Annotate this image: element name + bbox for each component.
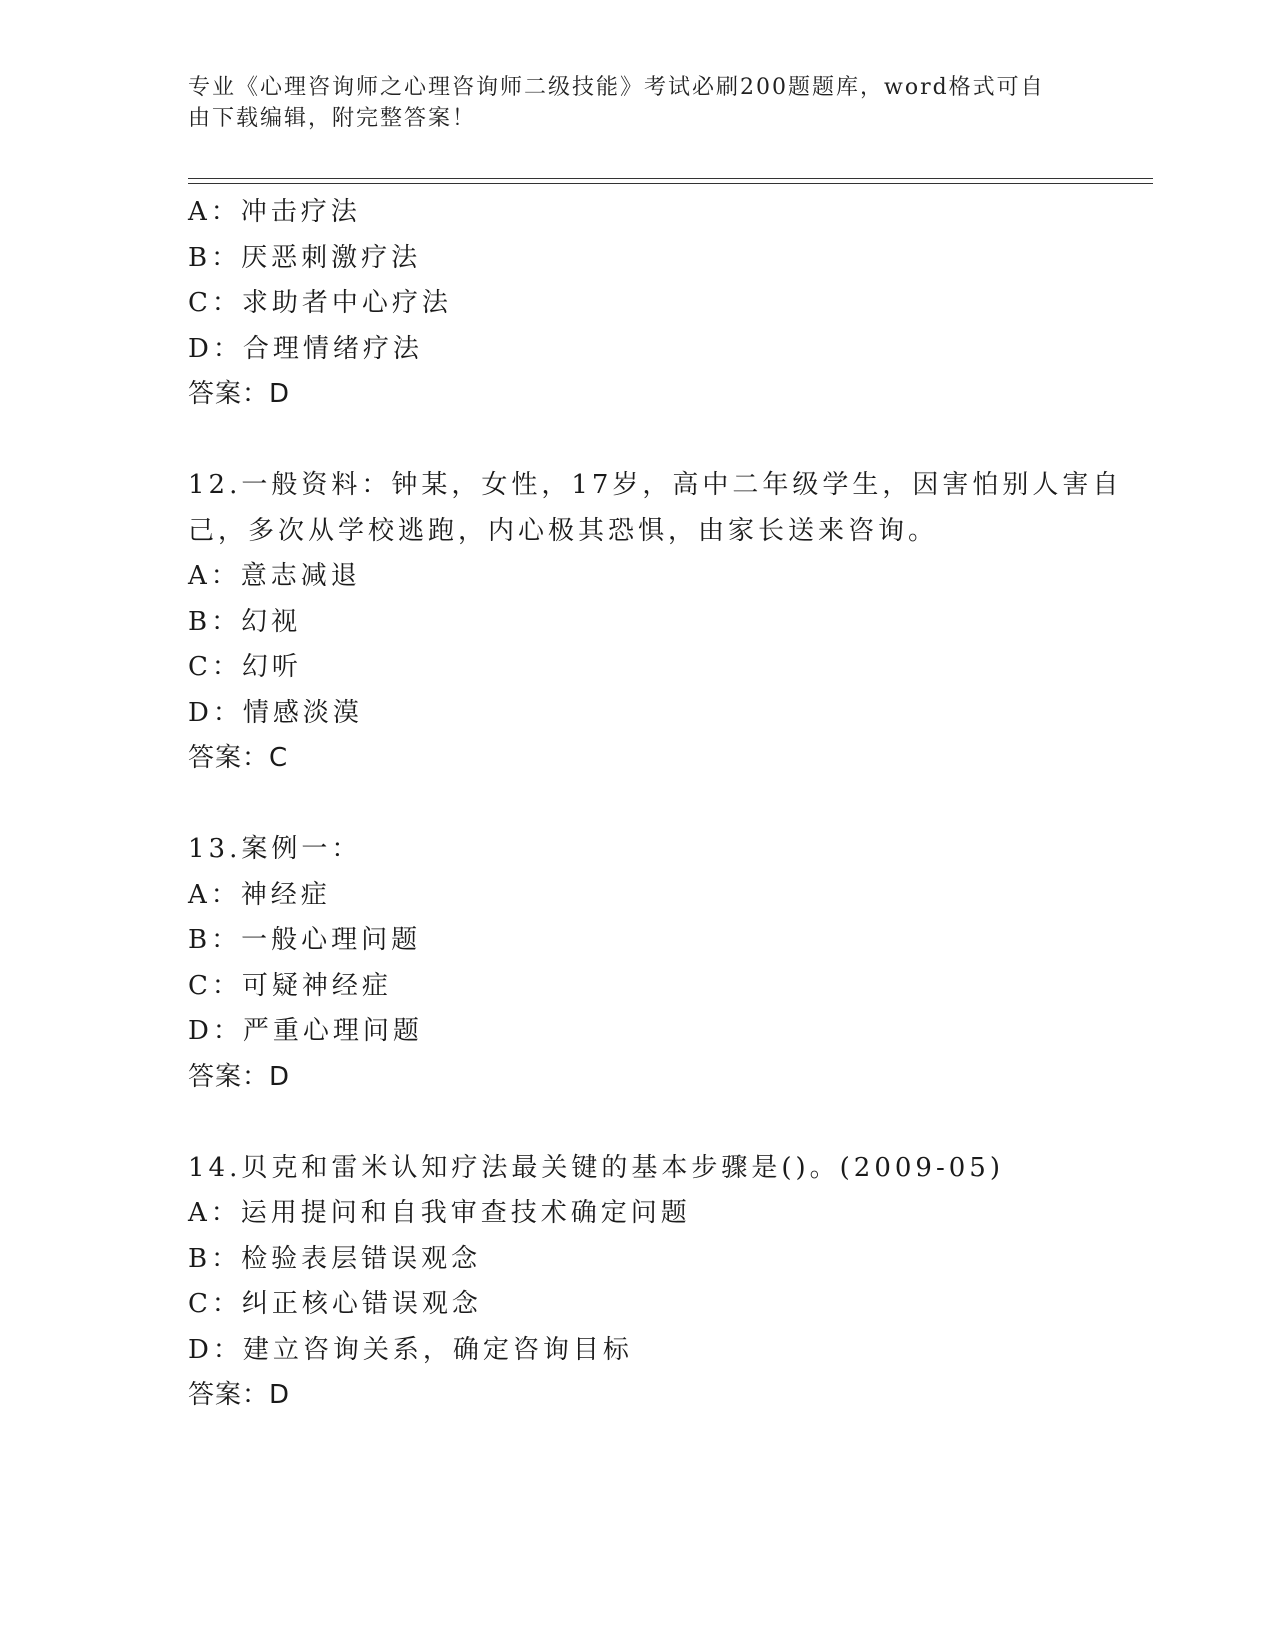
option-text: 厌恶刺激疗法 [241, 242, 422, 273]
question-11 [188, 190, 1088, 418]
option-b [188, 1237, 1088, 1283]
option-b [188, 600, 1088, 646]
option-text: 建立咨询关系，确定咨询目标 [242, 1334, 633, 1365]
option-c [188, 645, 1088, 691]
option-letter: C： [188, 970, 242, 1001]
question-stem-line-1: 12.一般资料：钟某，女性，17岁，高中二年级学生，因害怕别人害自 [188, 470, 1123, 500]
option-d [188, 327, 1088, 373]
option-text: 合理情绪疗法 [242, 333, 423, 364]
option-letter: A： [188, 879, 241, 910]
option-letter: C： [188, 652, 242, 682]
option-text: 纠正核心错误观念 [241, 1289, 482, 1319]
option-text: 检验表层错误观念 [241, 1243, 482, 1274]
option-letter: C： [188, 288, 242, 318]
question-14 [188, 1146, 1088, 1419]
option-text: 幻视 [241, 606, 302, 637]
header-line-2: 由下载编辑，附完整答案！ [188, 106, 477, 131]
option-letter: B： [188, 242, 242, 273]
option-d [188, 1009, 1088, 1055]
option-a [188, 554, 1088, 600]
option-letter: D： [188, 697, 243, 728]
option-a [188, 190, 1088, 236]
answer: 答案：D [188, 379, 291, 409]
question-13 [188, 827, 1088, 1100]
option-a [188, 873, 1088, 919]
option-d [188, 691, 1088, 737]
option-letter: C： [188, 1289, 242, 1319]
option-letter: D： [188, 333, 243, 364]
option-letter: A： [188, 197, 241, 227]
option-text: 情感淡漠 [242, 697, 363, 728]
spacer [188, 418, 1088, 464]
header-rule-top [188, 178, 1153, 179]
option-text: 冲击疗法 [240, 197, 361, 227]
option-letter: A： [188, 1198, 241, 1228]
option-c [188, 1282, 1088, 1328]
option-c [188, 281, 1088, 327]
option-text: 意志减退 [240, 561, 361, 591]
answer: 答案：C [188, 743, 289, 773]
question-stem-line-2: 己，多次从学校逃跑，内心极其恐惧，由家长送来咨询。 [188, 515, 939, 546]
question-list [188, 190, 1123, 1419]
option-text: 可疑神经症 [241, 970, 392, 1001]
question-stem-line-1: 13.案例一： [188, 834, 362, 864]
option-d [188, 1328, 1088, 1374]
option-text: 一般心理问题 [241, 925, 422, 955]
header-rule-bottom [188, 183, 1153, 184]
option-letter: B： [188, 1243, 242, 1274]
option-letter: B： [188, 606, 242, 637]
option-text: 严重心理问题 [242, 1016, 423, 1046]
option-letter: D： [188, 1334, 243, 1365]
option-letter: B： [188, 925, 242, 955]
option-c [188, 964, 1088, 1010]
question-stem-line-1: 14.贝克和雷米认知疗法最关键的基本步骤是()。(2009-05) [188, 1152, 1004, 1183]
option-text: 求助者中心疗法 [241, 288, 452, 318]
option-a [188, 1191, 1088, 1237]
answer: 答案：D [188, 1380, 291, 1410]
document-header [188, 72, 1068, 134]
option-text: 神经症 [240, 879, 331, 910]
question-12 [188, 463, 1123, 782]
option-letter: D： [188, 1016, 243, 1046]
answer: 答案：D [188, 1061, 291, 1092]
option-letter: A： [188, 561, 241, 591]
option-b [188, 236, 1088, 282]
spacer [188, 782, 1088, 828]
option-text: 运用提问和自我审查技术确定问题 [240, 1198, 691, 1228]
option-text: 幻听 [241, 652, 302, 682]
option-b [188, 918, 1088, 964]
header-line-1: 专业《心理咨询师之心理咨询师二级技能》考试必刷200题题库，word格式可自 [188, 75, 1045, 100]
spacer [188, 1100, 1088, 1146]
